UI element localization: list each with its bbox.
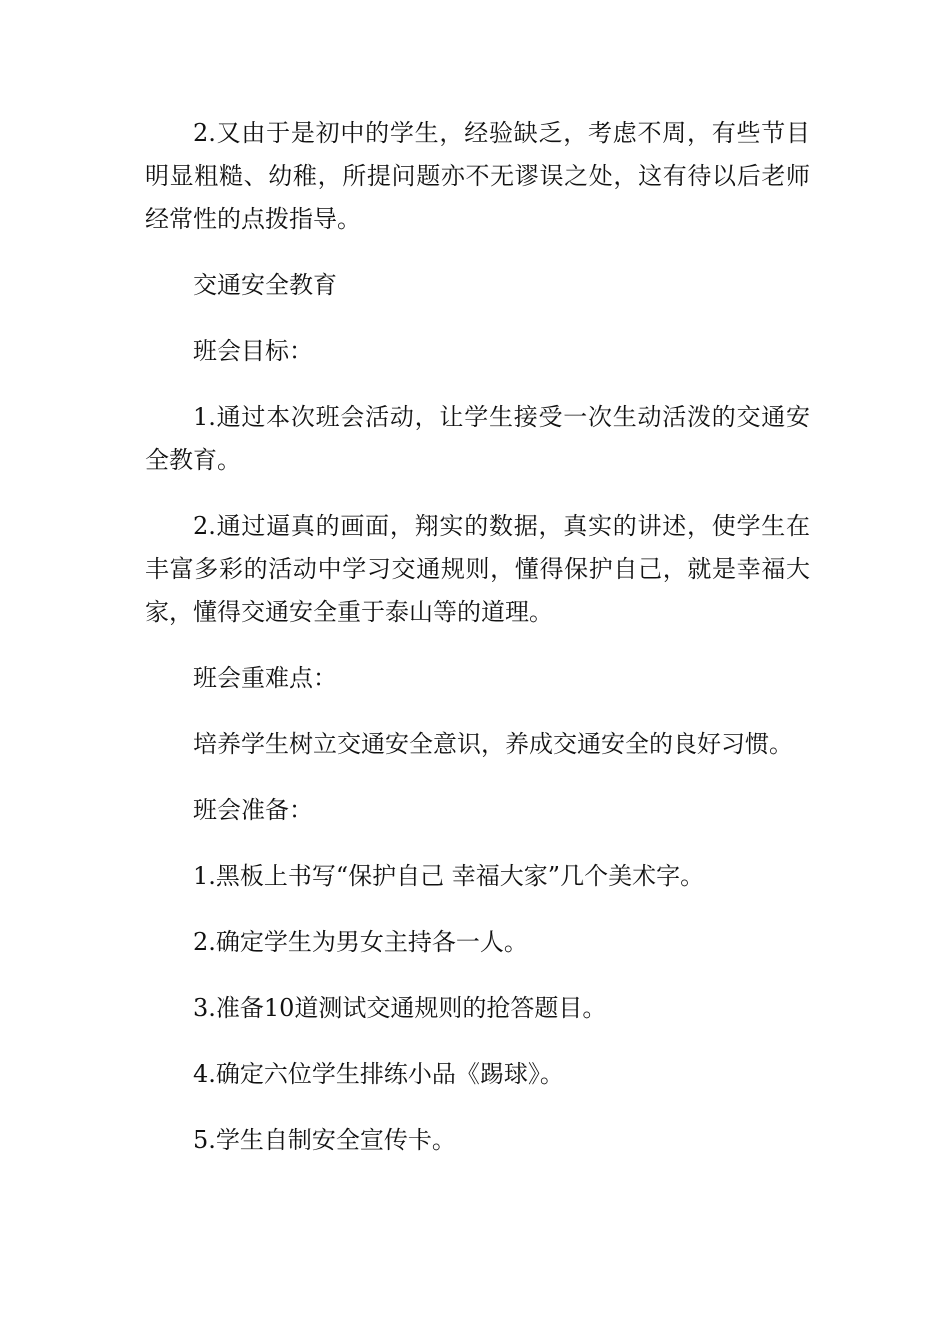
prep-item-3: 3.准备10道测试交通规则的抢答题目。 [193, 994, 607, 1022]
prep-item-2: 2.确定学生为男女主持各一人。 [193, 928, 528, 956]
goal-item-2: 2.通过逼真的画面，翔实的数据，真实的讲述，使学生在丰富多彩的活动中学习交通规则，懂得保护自己，就是幸福大家，懂得交通安全重于泰山等的道理。 [145, 512, 810, 626]
goal-item-1: 1.通过本次班会活动，让学生接受一次生动活泼的交通安全教育。 [145, 403, 810, 474]
document-body [145, 112, 810, 1162]
prep-item-1: 1.黑板上书写“保护自己 幸福大家”几个美术字。 [193, 862, 705, 890]
key-points-text: 培养学生树立交通安全意识，养成交通安全的良好习惯。 [193, 730, 793, 758]
heading-preparation: 班会准备： [193, 796, 313, 824]
heading-goals: 班会目标： [193, 337, 313, 365]
paragraph-reflection-2: 2.又由于是初中的学生，经验缺乏，考虑不周，有些节目明显粗糙、幼稚，所提问题亦不无谬误之处，这有待以后老师经常性的点拨指导。 [145, 119, 810, 233]
prep-item-5: 5.学生自制安全宣传卡。 [193, 1126, 456, 1154]
prep-item-4: 4.确定六位学生排练小品《踢球》。 [193, 1060, 564, 1088]
section-title: 交通安全教育 [193, 271, 337, 299]
heading-key-points: 班会重难点： [193, 664, 337, 692]
